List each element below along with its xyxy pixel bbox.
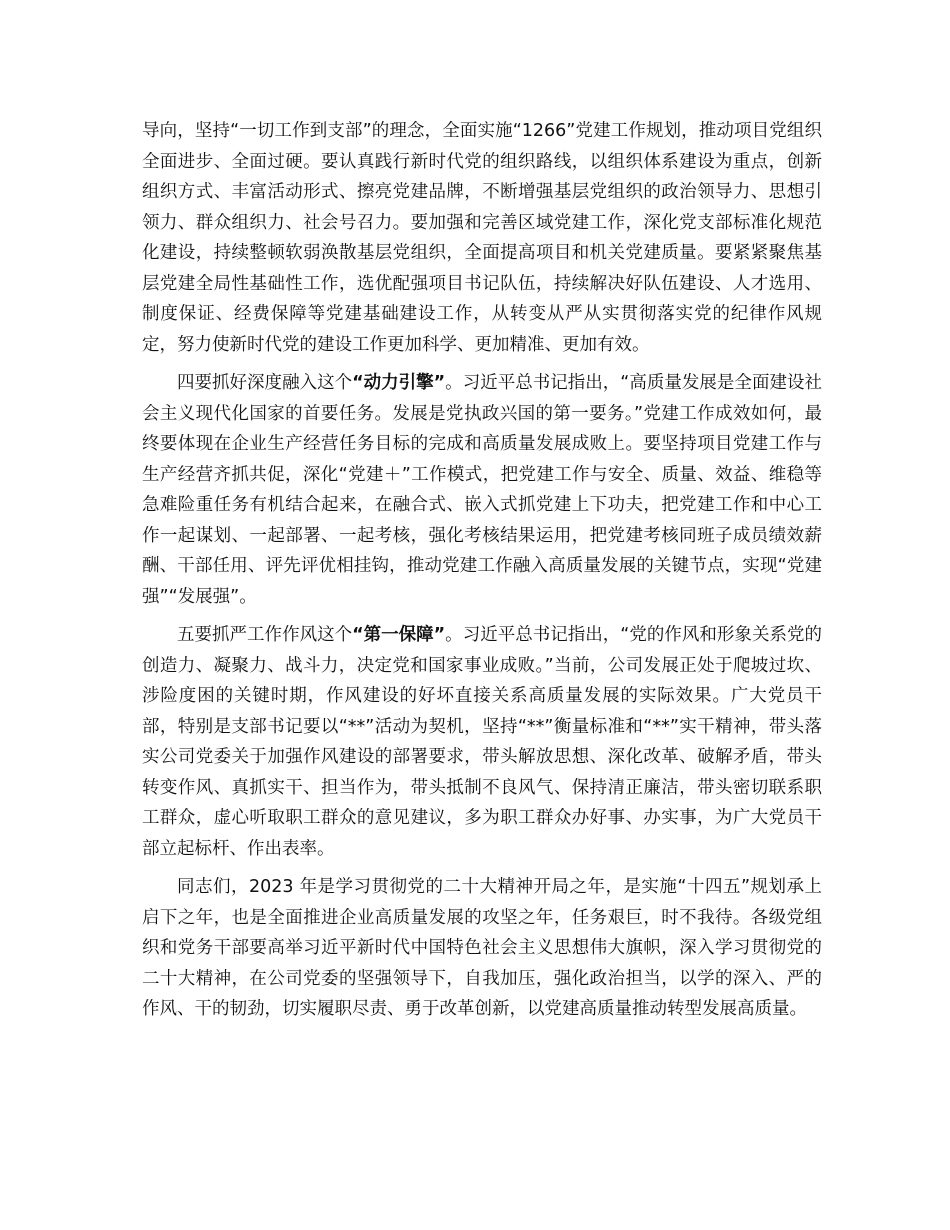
paragraph-3-emphasis: “第一保障” xyxy=(352,625,446,645)
paragraph-3 xyxy=(142,620,822,864)
paragraph-3-text: 。习近平总书记指出，“党的作风和形象关系党的创造力、凝聚力、战斗力，决定党和国家事业成败。”当前，公司发展正处于爬坡过坎、涉险度困的关键时期，作风建设的好坏直接关系高质量发展的实际效果。广大党员干部，特别是支部书记要以“**”活动为契机，坚持“**”衡量标准和“**”实干精神，带头落实公司党委关于加强作风建设的部署要求，带头解放思想、深化改革、破解矛盾，带头转变作风、真抓实干、担当作为，带头抵制不良风气、保持清正廉洁，带头密切联系职工群众，虚心听取职工群众的意见建议，多为职工群众办好事、办实事，为广大党员干部立起标杆、作出表率。 xyxy=(142,625,822,859)
paragraph-1 xyxy=(142,116,822,360)
paragraph-3-lead: 五要抓严工作作风这个 xyxy=(177,625,353,645)
paragraph-4-text: 同志们，2023 年是学习贯彻党的二十大精神开局之年，是实施“十四五”规划承上启下之年，也是全面推进企业高质量发展的攻坚之年，任务艰巨，时不我待。各级党组织和党务干部要高举习近平新时代中国特色社会主义思想伟大旗帜，深入学习贯彻党的二十大精神，在公司党委的坚强领导下，自我加压，强化政治担当，以学的深入、严的作风、干的韧劲，切实履职尽责、勇于改革创新，以党建高质量推动转型发展高质量。 xyxy=(142,877,822,1019)
paragraph-4 xyxy=(142,872,822,1025)
paragraph-2-emphasis: “动力引擎” xyxy=(352,373,446,393)
paragraph-1-text: 导向，坚持“一切工作到支部”的理念，全面实施“1266”党建工作规划，推动项目党组织全面进步、全面过硬。要认真践行新时代党的组织路线，以组织体系建设为重点，创新组织方式、丰富活动形式、擦亮党建品牌，不断增强基层党组织的政治领导力、思想引领力、群众组织力、社会号召力。要加强和完善区域党建工作，深化党支部标准化规范化建设，持续整顿软弱涣散基层党组织，全面提高项目和机关党建质量。要紧紧聚焦基层党建全局性基础性工作，选优配强项目书记队伍，持续解决好队伍建设、人才选用、制度保证、经费保障等党建基础建设工作，从转变从严从实贯彻落实党的纪律作风规定，努力使新时代党的建设工作更加科学、更加精准、更加有效。 xyxy=(142,121,822,355)
paragraph-2 xyxy=(142,368,822,612)
paragraph-2-text: 。习近平总书记指出，“高质量发展是全面建设社会主义现代化国家的首要任务。发展是党执政兴国的第一要务。”党建工作成效如何，最终要体现在企业生产经营任务目标的完成和高质量发展成败上。要坚持项目党建工作与生产经营齐抓共促，深化“党建＋”工作模式，把党建工作与安全、质量、效益、维稳等急难险重任务有机结合起来，在融合式、嵌入式抓党建上下功夫，把党建工作和中心工作一起谋划、一起部署、一起考核，强化考核结果运用，把党建考核同班子成员绩效薪酬、干部任用、评先评优相挂钩，推动党建工作融入高质量发展的关键节点，实现“党建强”“发展强”。 xyxy=(142,373,822,607)
paragraph-2-lead: 四要抓好深度融入这个 xyxy=(177,373,353,393)
document-page xyxy=(142,116,822,1033)
